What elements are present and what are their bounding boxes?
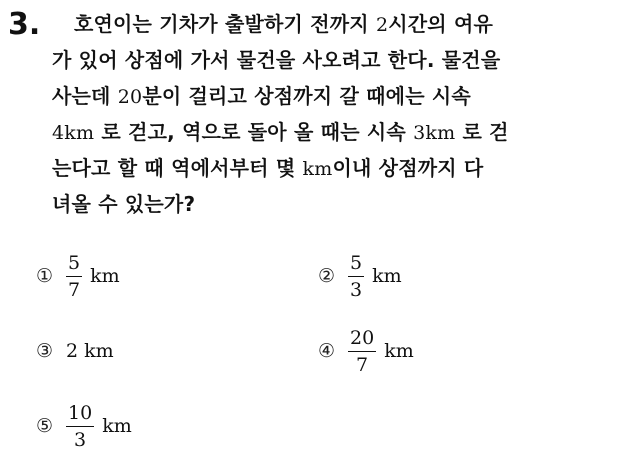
stem-line (52, 78, 622, 114)
choice-fraction (66, 252, 82, 301)
choice-unit: km (372, 265, 402, 287)
stem-text: 호연이는 기차가 출발하기 전까지 (74, 12, 376, 36)
fraction-numerator: 10 (66, 402, 94, 427)
fraction-denominator: 7 (356, 353, 369, 376)
stem-line (52, 6, 622, 42)
fraction-numerator: 5 (348, 252, 364, 277)
fraction-denominator: 3 (350, 278, 363, 301)
choice-marker: ④ (318, 340, 336, 362)
choice-unit: km (90, 265, 120, 287)
choice-fraction (348, 252, 364, 301)
fraction-denominator: 3 (74, 428, 87, 451)
choice-unit: km (102, 415, 132, 437)
stem-text: 로 걷고, 역으로 돌아 올 때는 시속 (94, 120, 414, 144)
choice-5[interactable] (36, 398, 132, 454)
stem-text: 시간의 여유 (388, 12, 493, 36)
fraction-numerator: 5 (66, 252, 82, 277)
choice-2[interactable] (318, 248, 402, 304)
choice-value: 2 (66, 340, 79, 362)
choice-unit: km (384, 340, 414, 362)
stem-line (52, 42, 622, 78)
stem-text: 이내 상점까지 다 (332, 156, 484, 180)
stem-number: 3km (413, 122, 456, 144)
choice-marker: ③ (36, 340, 54, 362)
stem-number: 20 (117, 86, 143, 108)
fraction-numerator: 20 (348, 327, 376, 352)
choice-marker: ① (36, 265, 54, 287)
stem-number: km (302, 158, 333, 180)
fraction-denominator: 7 (68, 278, 81, 301)
question-number: 3. (8, 7, 41, 42)
stem-text: 녀올 수 있는가? (52, 192, 196, 216)
stem-text: 분이 걸리고 상점까지 갈 때에는 시속 (142, 84, 471, 108)
stem-text: 는다고 할 때 역에서부터 몇 (52, 156, 303, 180)
stem-line (52, 114, 622, 150)
choice-marker: ⑤ (36, 415, 54, 437)
choice-4[interactable] (318, 323, 414, 379)
question-stem (52, 6, 622, 222)
stem-text: 사는데 (52, 84, 118, 108)
choice-3[interactable] (36, 323, 114, 379)
choice-fraction (348, 327, 376, 376)
choice-unit: km (84, 340, 114, 362)
choice-marker: ② (318, 265, 336, 287)
choice-fraction (66, 402, 94, 451)
stem-text: 가 있어 상점에 가서 물건을 사오려고 한다. 물건을 (52, 48, 501, 72)
stem-line (52, 186, 622, 222)
choice-1[interactable] (36, 248, 120, 304)
stem-line (52, 150, 622, 186)
stem-number: 4km (52, 122, 95, 144)
stem-text: 로 걷 (455, 120, 509, 144)
stem-number: 2 (375, 14, 389, 36)
